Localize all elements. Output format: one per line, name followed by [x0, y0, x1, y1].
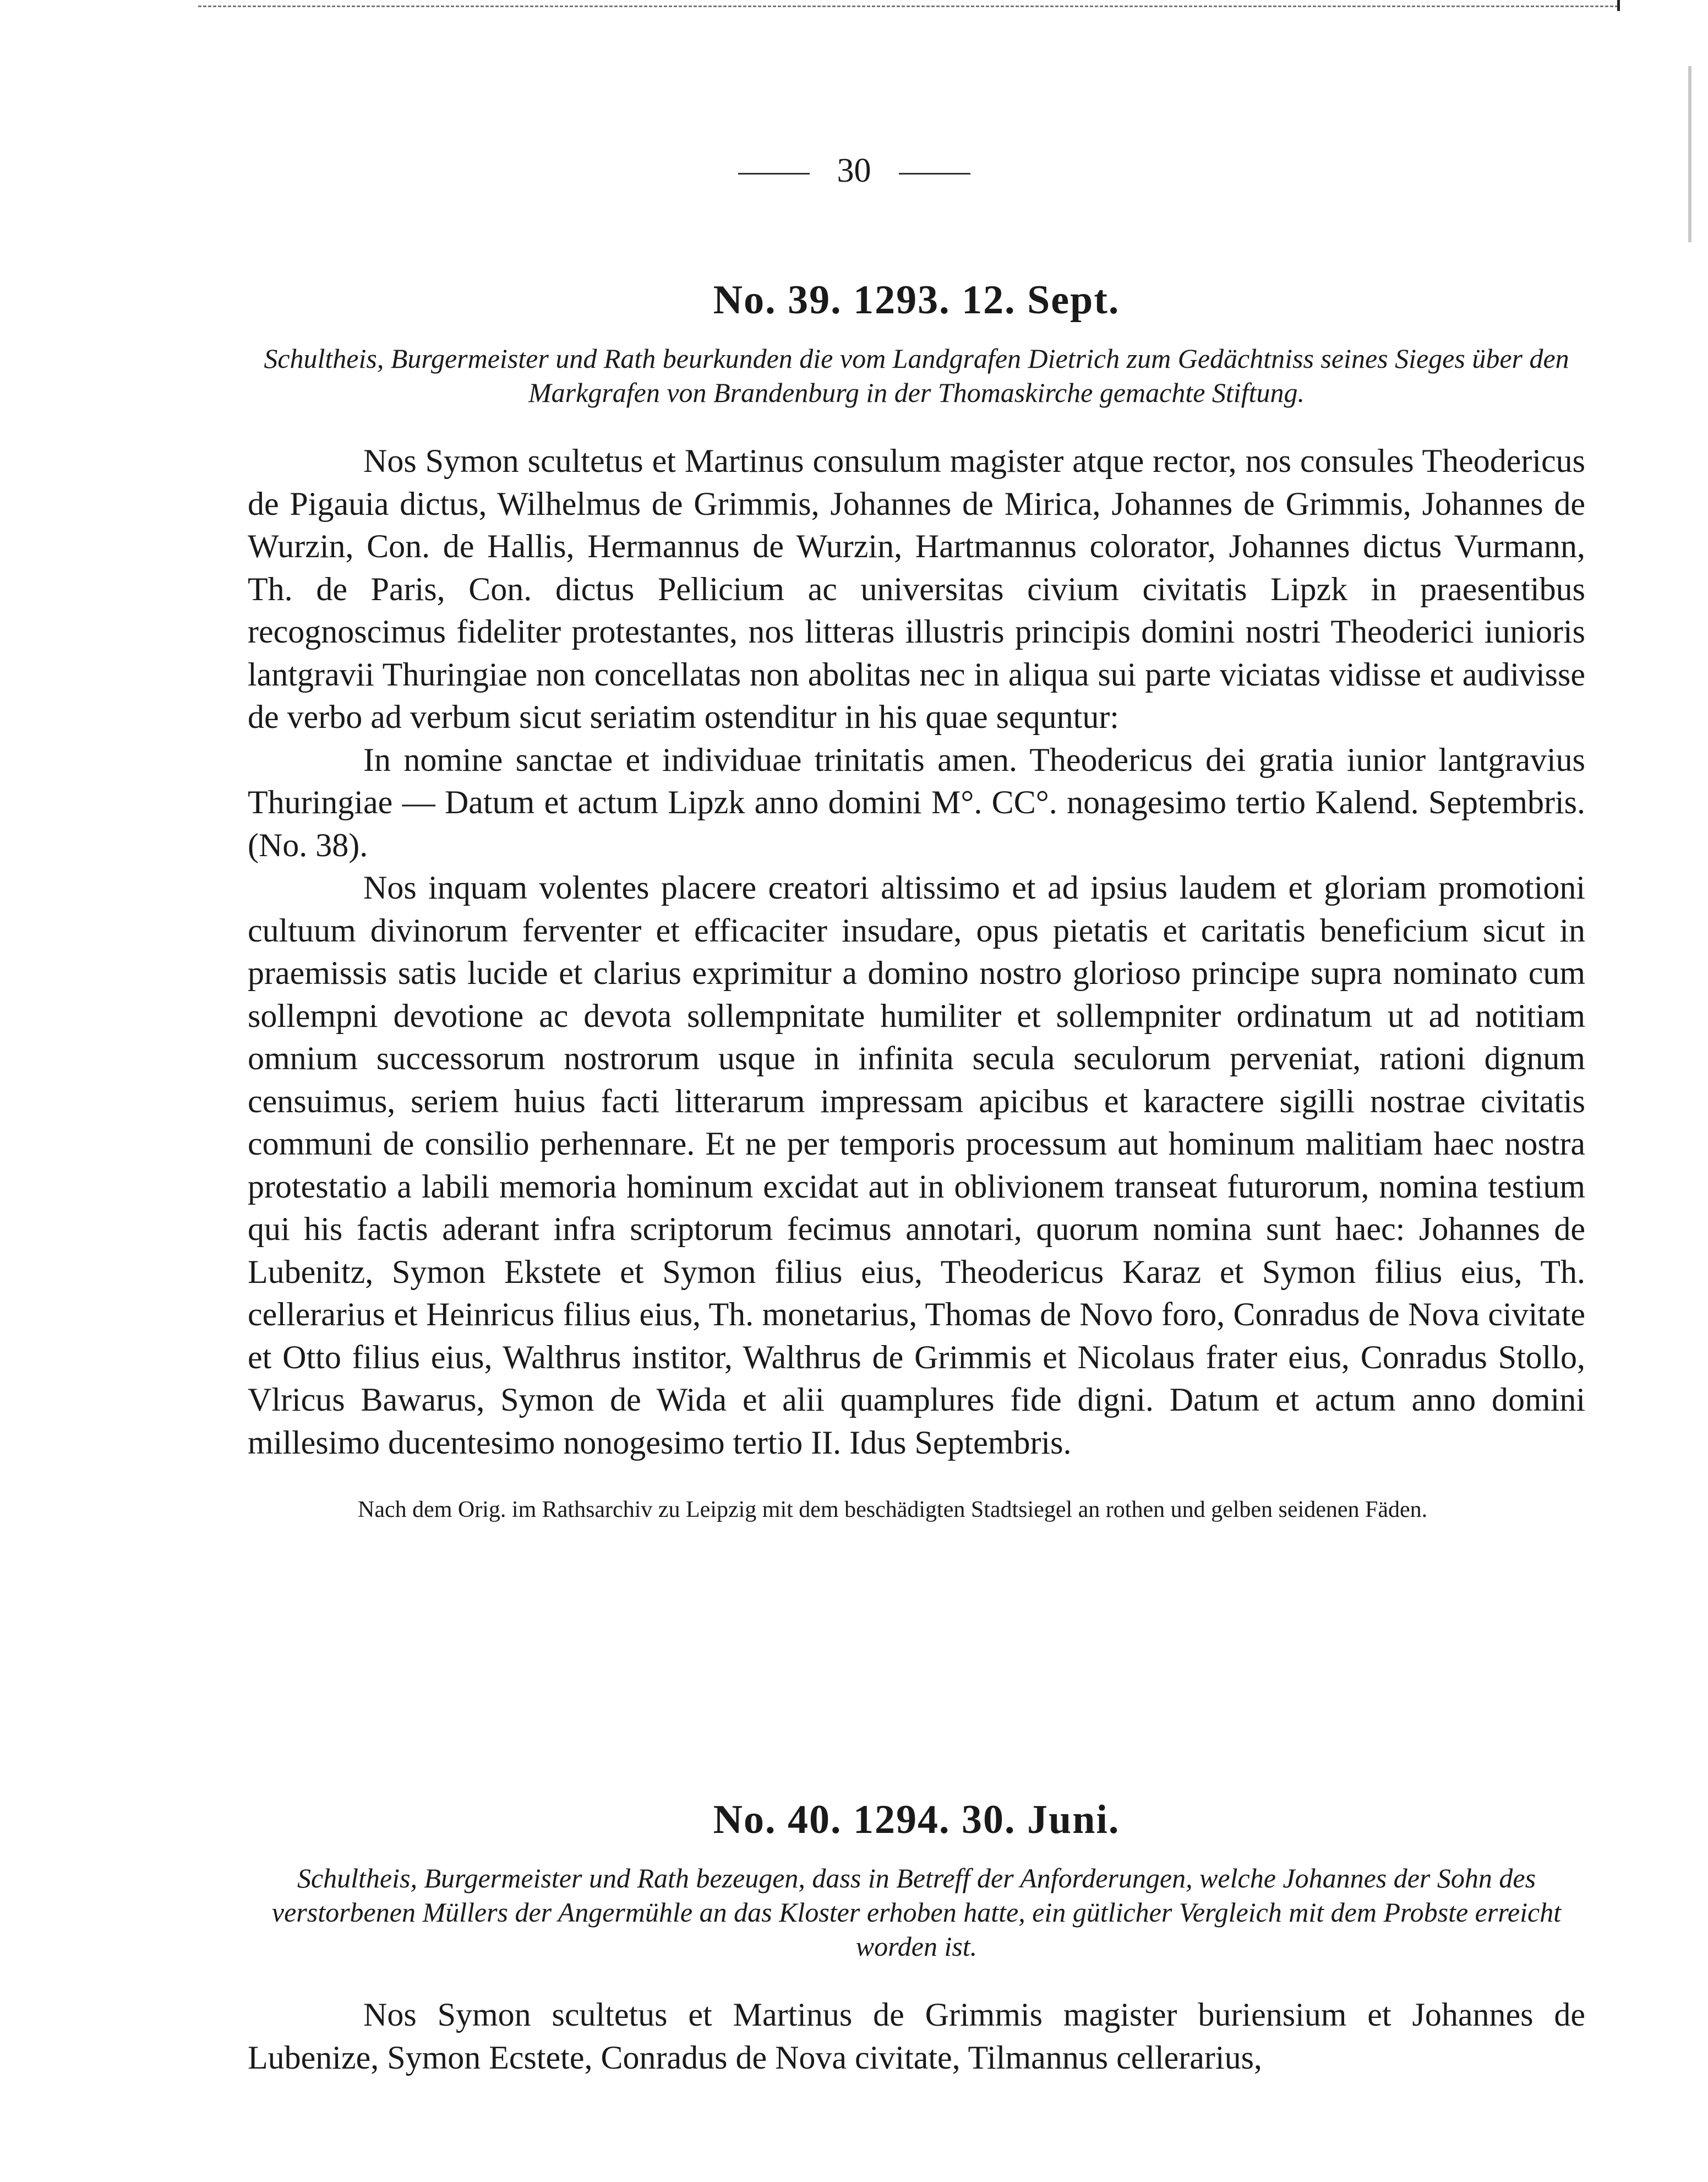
scan-top-rule [198, 6, 1618, 7]
document-entry-39 [248, 273, 1585, 1525]
entry-paragraph: Nos Symon scultetus et Martinus consulum magister atque rector, nos consules Theodericus de Pigauia dictus, Wilhelmus de Grimmis, Johannes de Mirica, Johannes de Grimmis, Johannes de Wurzin, Con. de Hallis, Hermannus de Wurzin, Hartmannus colorator, Johannes dictus Vurmann, Th. de Paris, Con. dictus Pellicium ac universitas civium civitatis Lipzk in praesentibus recognoscimus fideliter protestantes, nos litteras illustris principis domini nostri Theoderici iunioris lantgravii Thuringiae non concellatas non abolitas nec in aliqua sui parte viciatas vidisse et audivisse de verbo ad verbum sicut seriatim ostenditur in his quae sequntur: [248, 443, 1585, 735]
page-number: 30 [837, 152, 871, 189]
entry-summary: Schultheis, Burgermeister und Rath bezeugen, dass in Betreff der Anforderungen, welche Johannes der Sohn des verstorbenen Müllers der Angermühle an das Kloster erhoben hatte, ein gütlicher Vergleich mit dem Probste erreicht worden ist. [271, 1863, 1562, 1962]
scan-top-mark [1617, 0, 1620, 11]
entry-paragraph: Nos inquam volentes placere creatori altissimo et ad ipsius laudem et gloriam promotioni cultuum divinorum ferventer et efficaciter insudare, opus pietatis et caritatis beneficium sicut in praemissis satis lucide et clarius exprimitur a domino nostro glorioso principe supra nominato cum sollempni devotione ac devota sollempnitate humiliter et sollempniter ordinatum ut ad notitiam omnium successorum nostrorum usque in infinita secula seculorum perveniat, rationi dignum censuimus, seriem huius facti litterarum impressam apicibus et karactere sigilli nostrae civitatis communi de consilio perhennare. Et ne per temporis processum aut hominum malitiam haec nostra protestatio a labili memoria hominum excidat aut in oblivionem transeat futurorum, nomina testium qui his factis aderant infra scriptorum fecimus annotari, quorum nomina sunt haec: Johannes de Lubenitz, Symon Ekstete et Symon filius eius, Theodericus Karaz et Symon filius eius, Th. cellerarius et Heinricus filius eius, Th. monetarius, Thomas de Novo foro, Conradus de Nova civitate et Otto filius eius, Walthrus institor, Walthrus de Grimmis et Nicolaus frater eius, Conradus Stollo, Vlricus Bawarus, Symon de Wida et alii quamplures fide digni. Datum et actum anno domini millesimo ducentesimo nonogesimo tertio II. Idus Septembris. [248, 869, 1585, 1461]
page-number-dash-left [738, 173, 810, 175]
page-number-line [0, 149, 1708, 193]
page-number-dash-right [899, 173, 970, 175]
entry-paragraph: In nomine sanctae et individuae trinitatis amen. Theodericus dei gratia iunior lantgravius Thuringiae — Datum et actum Lipzk anno domini M°. CC°. nonagesimo tertio Kalend. Septembris. (No. 38). [248, 741, 1585, 863]
entry-heading: No. 40. 1294. 30. Juni. [713, 1797, 1120, 1842]
entry-summary: Schultheis, Burgermeister und Rath beurkunden die vom Landgrafen Dietrich zum Gedächtniss seines Sieges über den Markgrafen von Brandenburg in der Thomaskirche gemachte Stiftung. [264, 343, 1569, 408]
entry-heading: No. 39. 1293. 12. Sept. [713, 277, 1120, 323]
source-note: Nach dem Orig. im Rathsarchiv zu Leipzig mit dem beschädigten Stadtsiegel an rothen und gelben seidenen Fäden. [358, 1497, 1428, 1522]
entry-paragraph: Nos Symon scultetus et Martinus de Grimmis magister buriensium et Johannes de Lubenize, Symon Ecstete, Conradus de Nova civitate, Tilmannus cellerarius, [248, 1996, 1585, 2076]
document-entry-40 [248, 1792, 1585, 2079]
